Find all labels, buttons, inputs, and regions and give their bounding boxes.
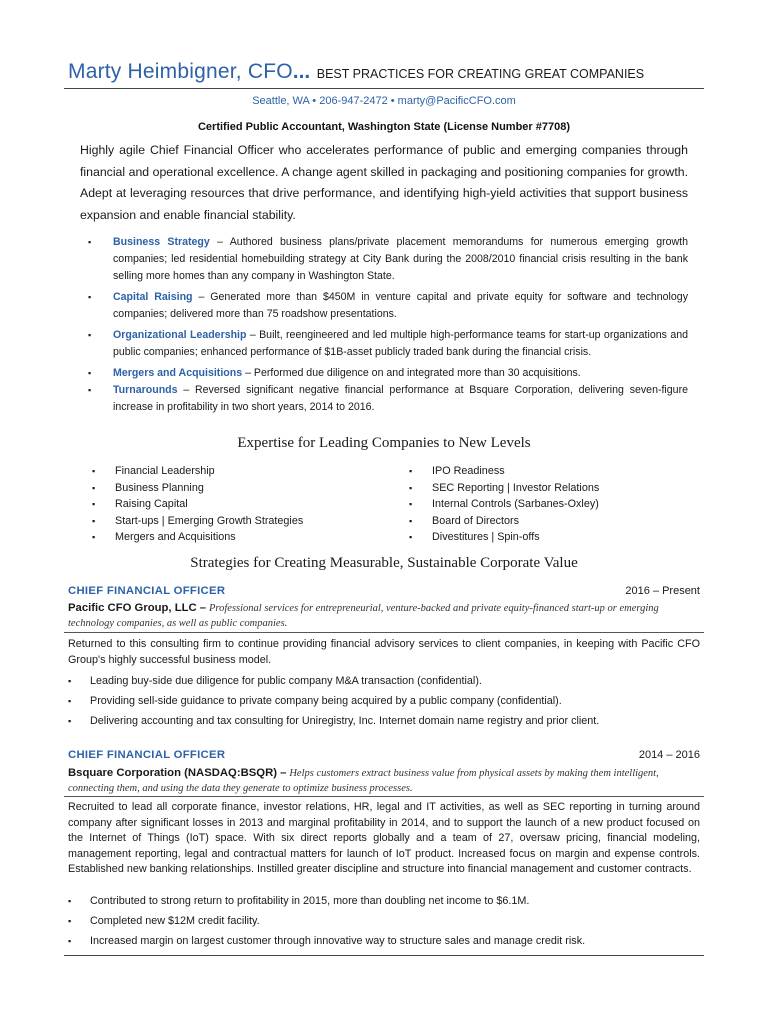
highlight-item [88,327,688,361]
expertise-item [92,480,303,497]
strategies-heading: Strategies for Creating Measurable, Sustainable Corporate Value [190,555,578,571]
expertise-item [92,513,303,530]
bullet-icon: ▪ [88,292,92,302]
highlight-title: Business Strategy [113,236,210,248]
bullet-icon: ▪ [88,385,92,395]
certification-line: Certified Public Accountant, Washington State (License Number #7708) [197,121,571,133]
expertise-label: Board of Directors [432,514,520,527]
bullet-icon: ▪ [68,916,72,926]
expertise-item [92,529,303,546]
expertise-label: SEC Reporting | Investor Relations [432,481,600,494]
bullet-icon: ▪ [409,499,413,510]
bullet-icon: ▪ [409,532,413,543]
job-divider [64,632,704,633]
bullet-icon: ▪ [92,532,96,543]
achievement-text: Increased margin on largest customer through innovative way to structure sales and manage credit risk. [90,935,586,947]
highlight-item [88,365,688,382]
bullet-icon: ▪ [68,696,72,706]
expertise-label: Business Planning [115,481,204,494]
achievement-item [68,711,700,731]
bullet-icon: ▪ [409,515,413,526]
highlights-list [88,234,688,420]
expertise-item [92,463,303,480]
expertise-label: Mergers and Acquisitions [115,531,236,544]
job-dates: 2014 – 2016 [638,749,700,761]
achievement-item [68,691,700,711]
contact-info: Seattle, WA • 206-947-2472 • marty@PacificCFO.com [252,95,516,107]
bullet-icon: ▪ [88,330,92,340]
bullet-icon: ▪ [409,482,413,493]
job-description: Recruited to lead all corporate finance, investor relations, HR, legal and IT activities, as well as SEC reporting in turning around company after significant losses in 2013 and marginal profitability in 2014, and to support the launch of a new product focused on the Internet of Things (IoT) space. With six direct reports globally and a team of 27, oversaw pricing, financial modeling, management reporting, legal and contractual matters for launch of IoT product. Increased focus on margin and expense controls. Established new banking relationships. Instilled greater discipline and structure into financial management and customer contracts. [68,801,700,875]
achievement-item [68,931,700,951]
achievement-text: Contributed to strong return to profitability in 2015, more than doubling net income to $6.1M. [90,895,530,907]
job-title: CHIEF FINANCIAL OFFICER [68,749,226,761]
highlight-title: Organizational Leadership [113,329,247,341]
expertise-item [409,480,599,497]
highlight-item [88,234,688,285]
achievement-text: Delivering accounting and tax consulting for Uniregistry, Inc. Internet domain name registry and prior client. [90,715,600,727]
expertise-item [409,463,599,480]
highlight-item [88,382,688,416]
highlight-text: – Generated more than $450M in venture capital and private equity for software and technology companies; delivered more than 75 roadshow presentations. [113,291,688,320]
highlight-text: – Performed due diligence on and integrated more than 30 acquisitions. [242,367,581,379]
bullet-icon: ▪ [68,896,72,906]
bullet-icon: ▪ [88,237,92,247]
expertise-item [409,529,599,546]
company-description: Helps customers extract business value from physical assets by making them intelligent, connecting them, and using the data they generate to optimize business processes. [68,768,659,794]
footer-divider [64,955,704,956]
job-title: CHIEF FINANCIAL OFFICER [68,585,226,597]
achievement-item [68,671,700,691]
achievement-text: Leading buy-side due diligence for public company M&A transaction (confidential). [90,675,482,687]
expertise-label: Financial Leadership [115,465,215,477]
company-line [68,601,700,631]
job-dates: 2016 – Present [625,585,700,597]
expertise-label: Raising Capital [115,498,188,511]
expertise-item [92,496,303,513]
expertise-label: Divestitures | Spin-offs [432,531,540,544]
job-description: Returned to this consulting firm to continue providing financial advisory services to client companies, in keeping with Pacific CFO Group's highly successful business model. [68,638,700,666]
company-description: Professional services for entrepreneurial, venture-backed and private equity-financed start-up or emerging technology companies, as well as public companies. [68,603,659,629]
summary-paragraph: Highly agile Chief Financial Officer who accelerates performance of public and emerging companies through financial and operational excellence. A change agent skilled in packaging and positioning companies for growth. Adept at leveraging resources that drive performance, and identifying high-yield activities that support business expansion and enable financial stability. [80,143,688,222]
header-name-line [68,60,644,84]
bullet-icon: ▪ [68,716,72,726]
highlight-text: – Reversed significant negative financial performance at Bsquare Corporation, delivering seven-figure increase in profitability in two short years, 2014 to 2016. [113,384,688,413]
expertise-label: IPO Readiness [432,465,505,477]
expertise-left-list [92,463,303,546]
job-divider [64,796,704,797]
expertise-label: Internal Controls (Sarbanes-Oxley) [432,498,599,511]
expertise-item [409,513,599,530]
bullet-icon: ▪ [68,936,72,946]
company-name: Pacific CFO Group, LLC – [68,602,207,614]
expertise-label: Start-ups | Emerging Growth Strategies [115,514,304,527]
bullet-icon: ▪ [92,515,96,526]
bullet-icon: ▪ [88,368,92,378]
company-line [68,766,700,796]
person-name: Marty Heimbigner, CFO [68,60,293,83]
bullet-icon: ▪ [92,482,96,493]
highlight-text: – Built, reengineered and led multiple high-performance teams for start-up organizations and public companies; enhanced performance of $1B-asset publicly traded bank during the financial crisis. [113,329,688,358]
header-divider [64,88,704,89]
company-name: Bsquare Corporation (NASDAQ:BSQR) – [68,767,287,779]
bullet-icon: ▪ [92,499,96,510]
bullet-icon: ▪ [409,466,413,476]
achievement-item [68,891,700,911]
header-tagline: BEST PRACTICES FOR CREATING GREAT COMPANIES [316,67,645,81]
highlight-title: Turnarounds [113,384,178,396]
bullet-icon: ▪ [68,676,72,686]
achievement-text: Providing sell-side guidance to private company being acquired by a public company (confidential). [90,695,562,707]
expertise-item [409,496,599,513]
bullet-icon: ▪ [92,466,96,476]
achievement-item [68,911,700,931]
highlight-text: – Authored business plans/private placement memorandums for numerous emerging growth companies; led residential homebuilding strategy at City Bank during the 2008/2010 financial crisis resulting in the bank selling more homes than any company in Washington State. [113,236,689,282]
highlight-item [88,289,688,323]
name-ellipsis: ... [292,60,311,83]
highlight-title: Capital Raising [113,291,193,303]
achievement-text: Completed new $12M credit facility. [90,915,260,927]
job-achievements [68,671,700,731]
expertise-right-list [409,463,599,546]
expertise-heading: Expertise for Leading Companies to New Levels [237,435,531,451]
job-achievements [68,891,700,951]
highlight-title: Mergers and Acquisitions [113,367,243,379]
